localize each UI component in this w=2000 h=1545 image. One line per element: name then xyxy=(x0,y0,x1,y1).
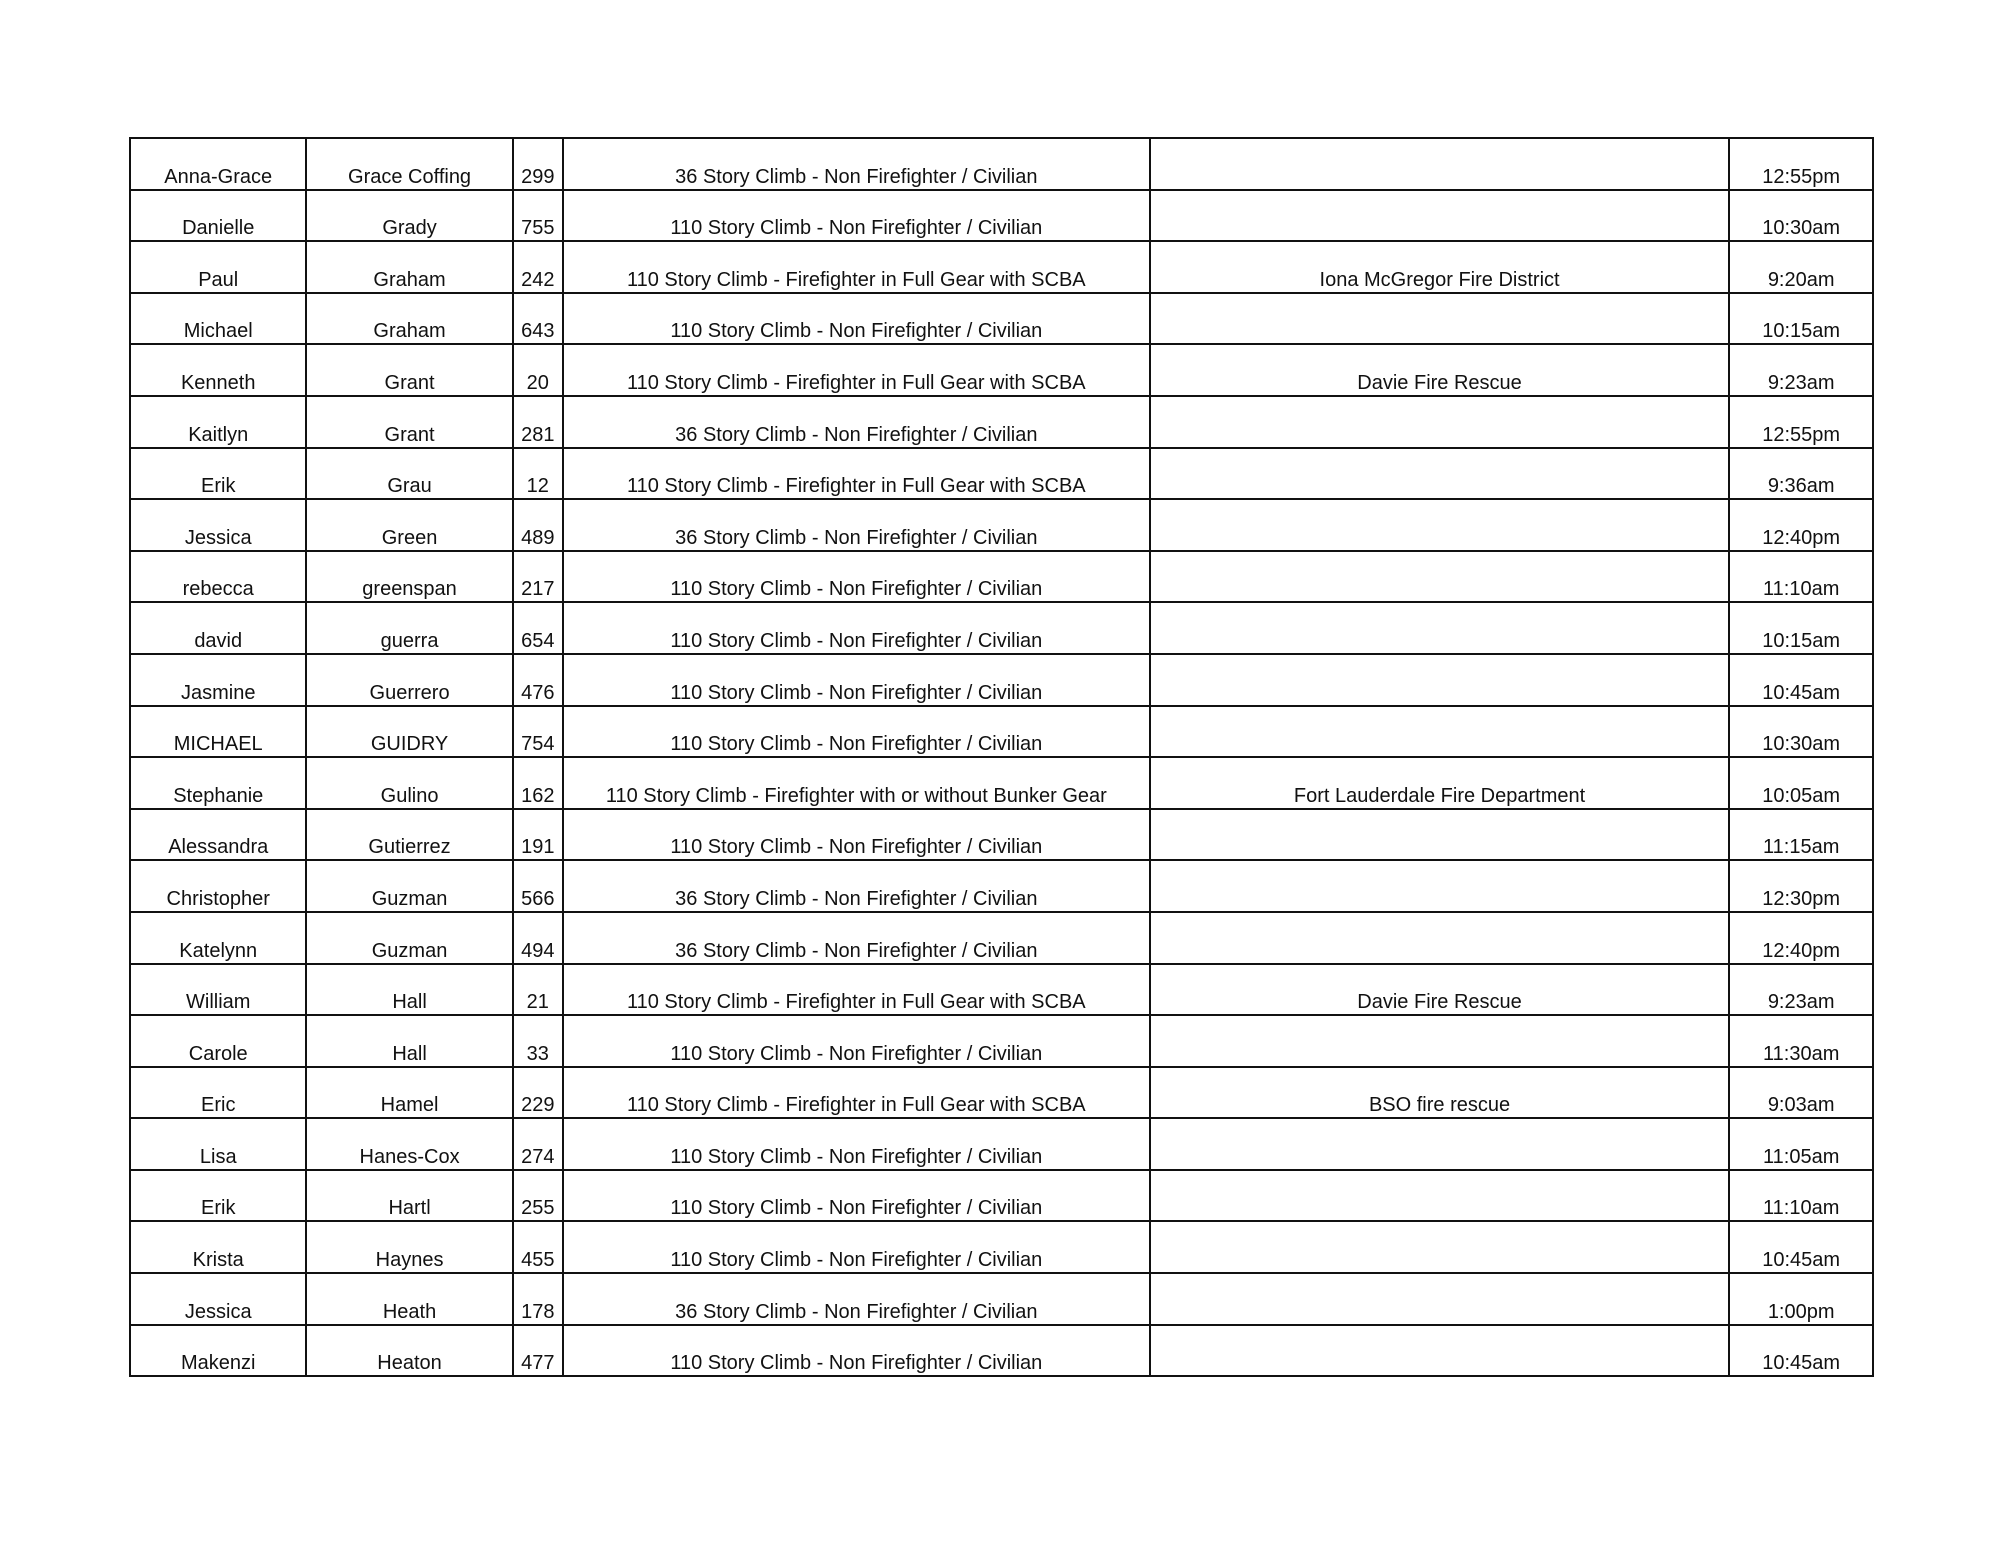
first-name-cell: Anna-Grace xyxy=(130,138,306,190)
first-name-cell: Erik xyxy=(130,1170,306,1222)
department-cell: Iona McGregor Fire District xyxy=(1150,241,1730,293)
bib-number-cell: 476 xyxy=(513,654,563,706)
event-cell: 110 Story Climb - Firefighter in Full Gear with SCBA xyxy=(563,448,1150,500)
bib-number-cell: 12 xyxy=(513,448,563,500)
start-time-cell: 1:00pm xyxy=(1729,1273,1873,1325)
table-row xyxy=(130,654,1873,706)
start-time-cell: 9:23am xyxy=(1729,964,1873,1016)
last-name-cell: Heath xyxy=(306,1273,512,1325)
table-row xyxy=(130,1325,1873,1377)
table-row xyxy=(130,602,1873,654)
first-name-cell: Paul xyxy=(130,241,306,293)
first-name-cell: William xyxy=(130,964,306,1016)
last-name-cell: Graham xyxy=(306,241,512,293)
first-name-cell: rebecca xyxy=(130,551,306,603)
bib-number-cell: 755 xyxy=(513,190,563,242)
event-cell: 110 Story Climb - Non Firefighter / Civilian xyxy=(563,190,1150,242)
last-name-cell: Graham xyxy=(306,293,512,345)
last-name-cell: Hartl xyxy=(306,1170,512,1222)
bib-number-cell: 20 xyxy=(513,344,563,396)
table-row xyxy=(130,706,1873,758)
last-name-cell: Guerrero xyxy=(306,654,512,706)
last-name-cell: Grant xyxy=(306,396,512,448)
bib-number-cell: 191 xyxy=(513,809,563,861)
first-name-cell: Lisa xyxy=(130,1118,306,1170)
start-time-cell: 12:40pm xyxy=(1729,499,1873,551)
event-cell: 110 Story Climb - Firefighter in Full Gear with SCBA xyxy=(563,344,1150,396)
event-cell: 110 Story Climb - Non Firefighter / Civilian xyxy=(563,551,1150,603)
event-cell: 110 Story Climb - Non Firefighter / Civilian xyxy=(563,706,1150,758)
department-cell xyxy=(1150,1273,1730,1325)
first-name-cell: david xyxy=(130,602,306,654)
participant-table xyxy=(129,137,1874,1377)
start-time-cell: 9:20am xyxy=(1729,241,1873,293)
event-cell: 36 Story Climb - Non Firefighter / Civilian xyxy=(563,860,1150,912)
event-cell: 110 Story Climb - Non Firefighter / Civilian xyxy=(563,1015,1150,1067)
event-cell: 36 Story Climb - Non Firefighter / Civilian xyxy=(563,1273,1150,1325)
department-cell xyxy=(1150,1118,1730,1170)
table-row xyxy=(130,1118,1873,1170)
bib-number-cell: 217 xyxy=(513,551,563,603)
table-row xyxy=(130,190,1873,242)
first-name-cell: Alessandra xyxy=(130,809,306,861)
department-cell xyxy=(1150,138,1730,190)
bib-number-cell: 654 xyxy=(513,602,563,654)
department-cell: BSO fire rescue xyxy=(1150,1067,1730,1119)
table-row xyxy=(130,964,1873,1016)
table-row xyxy=(130,138,1873,190)
start-time-cell: 9:03am xyxy=(1729,1067,1873,1119)
start-time-cell: 12:40pm xyxy=(1729,912,1873,964)
last-name-cell: Haynes xyxy=(306,1221,512,1273)
department-cell: Fort Lauderdale Fire Department xyxy=(1150,757,1730,809)
first-name-cell: Makenzi xyxy=(130,1325,306,1377)
event-cell: 110 Story Climb - Non Firefighter / Civilian xyxy=(563,1325,1150,1377)
last-name-cell: Gutierrez xyxy=(306,809,512,861)
first-name-cell: Carole xyxy=(130,1015,306,1067)
start-time-cell: 11:15am xyxy=(1729,809,1873,861)
event-cell: 110 Story Climb - Firefighter in Full Gear with SCBA xyxy=(563,964,1150,1016)
first-name-cell: Jessica xyxy=(130,1273,306,1325)
start-time-cell: 11:05am xyxy=(1729,1118,1873,1170)
first-name-cell: Krista xyxy=(130,1221,306,1273)
table-row xyxy=(130,293,1873,345)
department-cell xyxy=(1150,448,1730,500)
first-name-cell: Christopher xyxy=(130,860,306,912)
last-name-cell: Green xyxy=(306,499,512,551)
first-name-cell: Michael xyxy=(130,293,306,345)
start-time-cell: 10:05am xyxy=(1729,757,1873,809)
table-row xyxy=(130,860,1873,912)
last-name-cell: GUIDRY xyxy=(306,706,512,758)
table-row xyxy=(130,1015,1873,1067)
department-cell xyxy=(1150,1325,1730,1377)
department-cell xyxy=(1150,860,1730,912)
last-name-cell: Gulino xyxy=(306,757,512,809)
table-row xyxy=(130,1273,1873,1325)
department-cell xyxy=(1150,551,1730,603)
event-cell: 36 Story Climb - Non Firefighter / Civilian xyxy=(563,499,1150,551)
start-time-cell: 10:30am xyxy=(1729,190,1873,242)
department-cell xyxy=(1150,499,1730,551)
bib-number-cell: 477 xyxy=(513,1325,563,1377)
bib-number-cell: 178 xyxy=(513,1273,563,1325)
bib-number-cell: 162 xyxy=(513,757,563,809)
bib-number-cell: 566 xyxy=(513,860,563,912)
event-cell: 110 Story Climb - Non Firefighter / Civilian xyxy=(563,602,1150,654)
first-name-cell: Kenneth xyxy=(130,344,306,396)
event-cell: 110 Story Climb - Firefighter in Full Gear with SCBA xyxy=(563,1067,1150,1119)
bib-number-cell: 229 xyxy=(513,1067,563,1119)
first-name-cell: Danielle xyxy=(130,190,306,242)
last-name-cell: Grace Coffing xyxy=(306,138,512,190)
department-cell xyxy=(1150,1015,1730,1067)
table-row xyxy=(130,809,1873,861)
start-time-cell: 9:36am xyxy=(1729,448,1873,500)
start-time-cell: 10:30am xyxy=(1729,706,1873,758)
start-time-cell: 10:45am xyxy=(1729,1221,1873,1273)
department-cell xyxy=(1150,190,1730,242)
last-name-cell: Hanes-Cox xyxy=(306,1118,512,1170)
first-name-cell: Erik xyxy=(130,448,306,500)
start-time-cell: 12:55pm xyxy=(1729,396,1873,448)
first-name-cell: Jessica xyxy=(130,499,306,551)
last-name-cell: guerra xyxy=(306,602,512,654)
event-cell: 110 Story Climb - Firefighter with or without Bunker Gear xyxy=(563,757,1150,809)
start-time-cell: 9:23am xyxy=(1729,344,1873,396)
start-time-cell: 11:30am xyxy=(1729,1015,1873,1067)
bib-number-cell: 242 xyxy=(513,241,563,293)
bib-number-cell: 455 xyxy=(513,1221,563,1273)
department-cell xyxy=(1150,602,1730,654)
department-cell xyxy=(1150,654,1730,706)
participant-table-body xyxy=(130,138,1873,1376)
last-name-cell: greenspan xyxy=(306,551,512,603)
table-row xyxy=(130,1067,1873,1119)
first-name-cell: Kaitlyn xyxy=(130,396,306,448)
first-name-cell: Jasmine xyxy=(130,654,306,706)
event-cell: 110 Story Climb - Non Firefighter / Civilian xyxy=(563,1221,1150,1273)
last-name-cell: Guzman xyxy=(306,860,512,912)
event-cell: 110 Story Climb - Firefighter in Full Gear with SCBA xyxy=(563,241,1150,293)
department-cell: Davie Fire Rescue xyxy=(1150,344,1730,396)
department-cell xyxy=(1150,809,1730,861)
last-name-cell: Guzman xyxy=(306,912,512,964)
department-cell: Davie Fire Rescue xyxy=(1150,964,1730,1016)
table-row xyxy=(130,912,1873,964)
start-time-cell: 12:30pm xyxy=(1729,860,1873,912)
table-row xyxy=(130,344,1873,396)
bib-number-cell: 643 xyxy=(513,293,563,345)
start-time-cell: 11:10am xyxy=(1729,1170,1873,1222)
event-cell: 110 Story Climb - Non Firefighter / Civilian xyxy=(563,1118,1150,1170)
last-name-cell: Hamel xyxy=(306,1067,512,1119)
department-cell xyxy=(1150,396,1730,448)
last-name-cell: Hall xyxy=(306,1015,512,1067)
bib-number-cell: 299 xyxy=(513,138,563,190)
last-name-cell: Grau xyxy=(306,448,512,500)
bib-number-cell: 255 xyxy=(513,1170,563,1222)
bib-number-cell: 21 xyxy=(513,964,563,1016)
department-cell xyxy=(1150,912,1730,964)
department-cell xyxy=(1150,706,1730,758)
start-time-cell: 10:45am xyxy=(1729,654,1873,706)
table-row xyxy=(130,551,1873,603)
table-row xyxy=(130,499,1873,551)
department-cell xyxy=(1150,1170,1730,1222)
bib-number-cell: 281 xyxy=(513,396,563,448)
table-row xyxy=(130,1170,1873,1222)
first-name-cell: Katelynn xyxy=(130,912,306,964)
first-name-cell: Stephanie xyxy=(130,757,306,809)
event-cell: 110 Story Climb - Non Firefighter / Civilian xyxy=(563,654,1150,706)
department-cell xyxy=(1150,293,1730,345)
start-time-cell: 10:15am xyxy=(1729,293,1873,345)
start-time-cell: 12:55pm xyxy=(1729,138,1873,190)
event-cell: 36 Story Climb - Non Firefighter / Civilian xyxy=(563,912,1150,964)
event-cell: 36 Story Climb - Non Firefighter / Civilian xyxy=(563,396,1150,448)
table-row xyxy=(130,396,1873,448)
event-cell: 110 Story Climb - Non Firefighter / Civilian xyxy=(563,809,1150,861)
last-name-cell: Grady xyxy=(306,190,512,242)
start-time-cell: 10:45am xyxy=(1729,1325,1873,1377)
bib-number-cell: 754 xyxy=(513,706,563,758)
department-cell xyxy=(1150,1221,1730,1273)
start-time-cell: 11:10am xyxy=(1729,551,1873,603)
bib-number-cell: 274 xyxy=(513,1118,563,1170)
first-name-cell: MICHAEL xyxy=(130,706,306,758)
table-row xyxy=(130,448,1873,500)
table-row xyxy=(130,757,1873,809)
last-name-cell: Grant xyxy=(306,344,512,396)
bib-number-cell: 33 xyxy=(513,1015,563,1067)
first-name-cell: Eric xyxy=(130,1067,306,1119)
bib-number-cell: 494 xyxy=(513,912,563,964)
event-cell: 36 Story Climb - Non Firefighter / Civilian xyxy=(563,138,1150,190)
last-name-cell: Heaton xyxy=(306,1325,512,1377)
bib-number-cell: 489 xyxy=(513,499,563,551)
last-name-cell: Hall xyxy=(306,964,512,1016)
event-cell: 110 Story Climb - Non Firefighter / Civilian xyxy=(563,1170,1150,1222)
event-cell: 110 Story Climb - Non Firefighter / Civilian xyxy=(563,293,1150,345)
table-row xyxy=(130,241,1873,293)
table-row xyxy=(130,1221,1873,1273)
start-time-cell: 10:15am xyxy=(1729,602,1873,654)
